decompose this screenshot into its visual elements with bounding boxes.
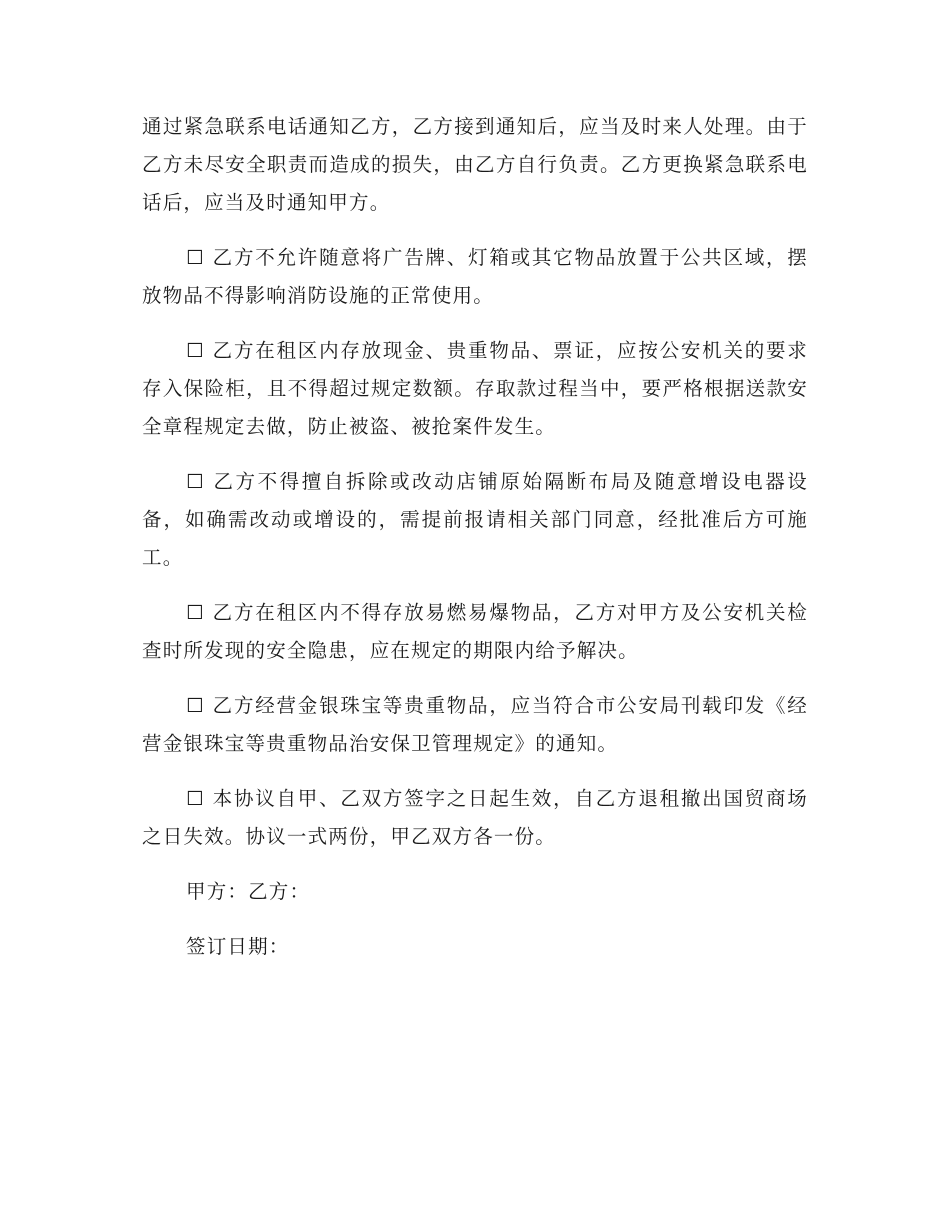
clause-public-area: ☐ 乙方不允许随意将广告牌、灯箱或其它物品放置于公共区域，摆放物品不得影响消防设施的正常使用。: [142, 246, 808, 307]
clause-renovation: ☐ 乙方不得擅自拆除或改动店铺原始隔断布局及随意增设电器设备，如确需改动或增设的，需提前报请相关部门同意，经批准后方可施工。: [142, 470, 808, 569]
document-body: [142, 108, 808, 983]
clause-cash-storage: ☐ 乙方在租区内存放现金、贵重物品、票证，应按公安机关的要求存入保险柜，且不得超过规定数额。存取款过程当中，要严格根据送款安全章程规定去做，防止被盗、被抢案件发生。: [142, 339, 808, 438]
paragraph-emergency-contact: 通过紧急联系电话通知乙方，乙方接到通知后，应当及时来人处理。由于乙方未尽安全职责而造成的损失，由乙方自行负责。乙方更换紧急联系电话后，应当及时通知甲方。: [142, 115, 808, 214]
date-line: 签订日期：: [186, 935, 290, 958]
clause-effective-date: ☐ 本协议自甲、乙双方签字之日起生效，自乙方退租撤出国贸商场之日失效。协议一式两份，甲乙双方各一份。: [142, 787, 808, 848]
signature-line: 甲方：乙方：: [186, 880, 311, 903]
clause-jewelry: ☐ 乙方经营金银珠宝等贵重物品，应当符合市公安局刊载印发《经营金银珠宝等贵重物品治安保卫管理规定》的通知。: [142, 694, 808, 755]
clause-flammables: ☐ 乙方在租区内不得存放易燃易爆物品，乙方对甲方及公安机关检查时所发现的安全隐患，应在规定的期限内给予解决。: [142, 601, 808, 662]
